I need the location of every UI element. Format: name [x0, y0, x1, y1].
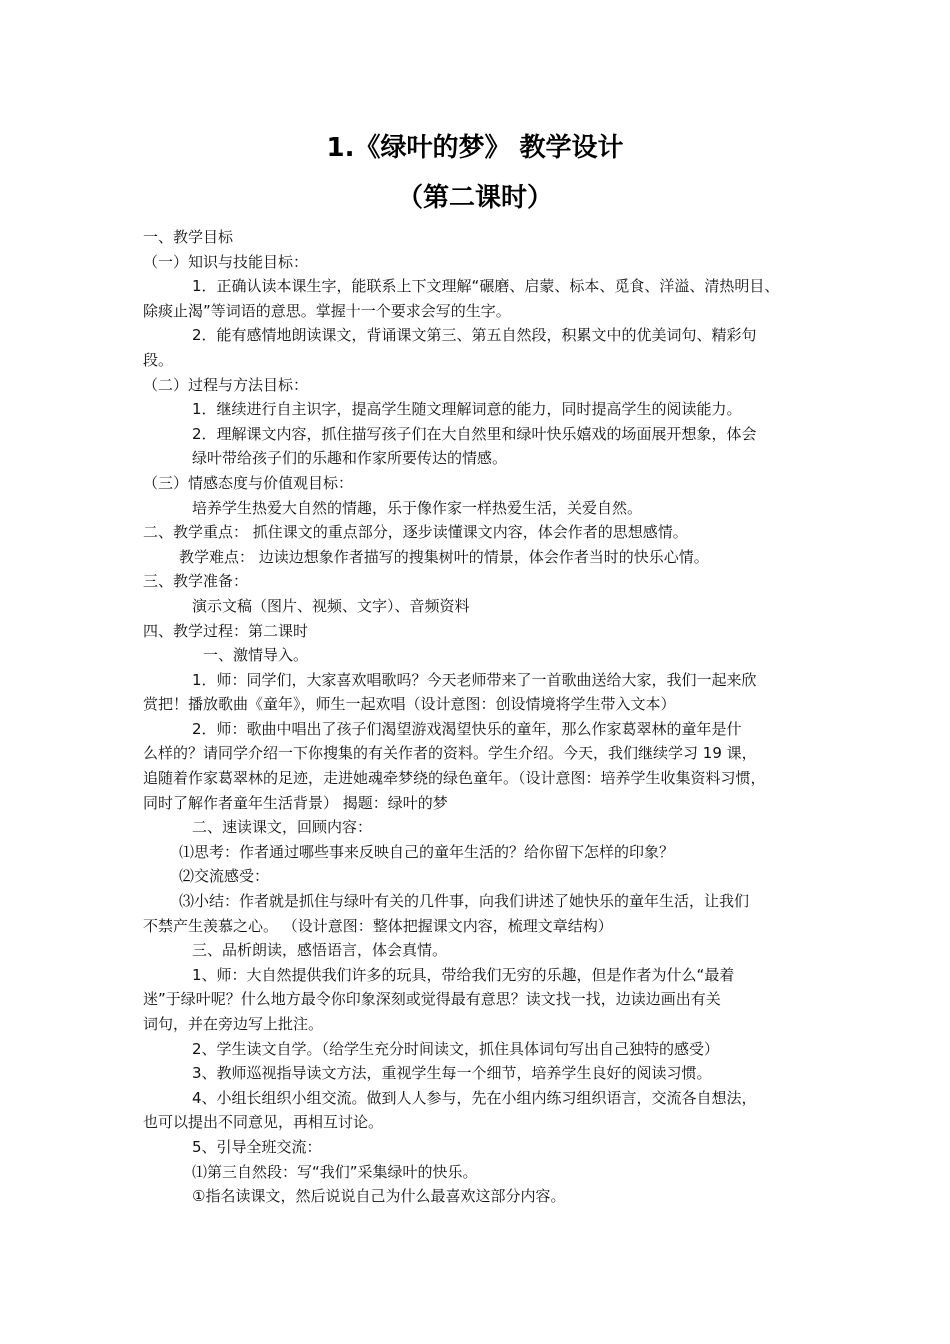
subsection-heading: （一）知识与技能目标：	[143, 252, 309, 271]
paragraph-line: 5、引导全班交流：	[192, 1137, 322, 1156]
document-title: 1.《绿叶的梦》 教学设计	[326, 133, 624, 163]
paragraph-line: 1．正确认读本课生字，能联系上下文理解“碾磨、启蒙、标本、觅食、洋溢、清热明目、	[192, 277, 780, 296]
paragraph-line: 培养学生热爱大自然的情趣，乐于像作家一样热爱生活，关爱自然。	[192, 498, 643, 517]
step-heading: 一、激情导入。	[203, 646, 309, 665]
paragraph-line: ①指名读课文，然后说说自己为什么最喜欢这部分内容。	[192, 1187, 566, 1206]
paragraph-line: 赏把！播放歌曲《童年》，师生一起欢唱（设计意图：创设情境将学生带入文本）	[143, 695, 676, 714]
document-body	[143, 225, 813, 1209]
paragraph-line: 3、教师巡视指导读文方法，重视学生每一个细节，培养学生良好的阅读习惯。	[192, 1064, 712, 1083]
document-subtitle: （第二课时）	[396, 183, 553, 213]
paragraph-line: 2．理解课文内容，抓住描写孩子们在大自然里和绿叶快乐嬉戏的场面展开想象，体会	[192, 424, 757, 443]
paragraph-line: 段。	[143, 350, 174, 369]
section-heading: 四、教学过程：第二课时	[143, 621, 309, 640]
paragraph-line: 4、小组长组织小组交流。做到人人参与，先在小组内练习组织语言，交流各自想法，	[192, 1088, 757, 1107]
section-heading: 三、教学准备：	[143, 572, 249, 591]
paragraph-line: 2、学生读文自学。（给学生充分时间读文，抓住具体词句写出自己独特的感受）	[192, 1039, 720, 1058]
paragraph-line: 教学难点： 边读边想象作者描写的搜集树叶的情景，体会作者当时的快乐心情。	[179, 547, 709, 566]
section-heading: 一、教学目标	[143, 228, 234, 246]
paragraph-line: 同时了解作者童年生活背景） 揭题：绿叶的梦	[143, 793, 448, 812]
step-heading: 二、速读课文，回顾内容：	[192, 818, 373, 837]
paragraph-line: ⑴第三自然段：写“我们”采集绿叶的快乐。	[192, 1162, 478, 1181]
paragraph-line: 除痰止渴”等词语的意思。掌握十一个要求会写的生字。	[143, 301, 511, 320]
subsection-heading: （二）过程与方法目标：	[143, 375, 309, 394]
section-heading: 二、教学重点： 抓住课文的重点部分，逐步读懂课文内容，体会作者的思想感情。	[143, 523, 688, 542]
paragraph-line: 1．继续进行自主识字，提高学生随文理解词意的能力，同时提高学生的阅读能力。	[192, 400, 742, 419]
paragraph-line: ⑴思考：作者通过哪些事来反映自己的童年生活的？给你留下怎样的印象？	[179, 842, 675, 861]
step-heading: 三、品析朗读，感悟语言，体会真情。	[192, 941, 448, 960]
paragraph-line: 词句，并在旁边写上批注。	[143, 1015, 324, 1033]
paragraph-line: ⑶小结：作者就是抓住与绿叶有关的几件事，向我们讲述了她快乐的童年生活，让我们	[179, 892, 750, 911]
paragraph-line: 1．师：同学们，大家喜欢唱歌吗？今天老师带来了一首歌曲送给大家，我们一起来欣	[192, 670, 757, 689]
paragraph-line: 追随着作家葛翠林的足迹，走进她魂牵梦绕的绿色童年。（设计意图：培养学生收集资料习惯，	[143, 769, 766, 788]
paragraph-line: 2．能有感情地朗读课文，背诵课文第三、第五自然段，积累文中的优美词句、精彩句	[192, 326, 757, 345]
paragraph-line: 不禁产生羡慕之心。 （设计意图：整体把握课文内容，梳理文章结构）	[143, 916, 613, 935]
paragraph-line: 演示文稿（图片、视频、文字）、音频资料	[192, 596, 470, 615]
paragraph-line: 绿叶带给孩子们的乐趣和作家所要传达的情感。	[192, 449, 508, 468]
paragraph-line: 2．师：歌曲中唱出了孩子们渴望游戏渴望快乐的童年，那么作家葛翠林的童年是什	[192, 719, 742, 738]
paragraph-line: 1、师：大自然提供我们许多的玩具，带给我们无穷的乐趣，但是作者为什么“最着	[192, 965, 735, 984]
subsection-heading: （三）情感态度与价值观目标：	[143, 473, 354, 492]
paragraph-line: ⑵交流感受：	[179, 867, 270, 886]
paragraph-line: 迷”于绿叶呢？什么地方最令你印象深刻或觉得最有意思？读文找一找，边读边画出有关	[143, 990, 721, 1009]
paragraph-line: 也可以提出不同意见，再相互讨论。	[143, 1113, 384, 1132]
paragraph-line: 么样的？请同学介绍一下你搜集的有关作者的资料。学生介绍。今天，我们继续学习 19 课，	[143, 744, 757, 763]
